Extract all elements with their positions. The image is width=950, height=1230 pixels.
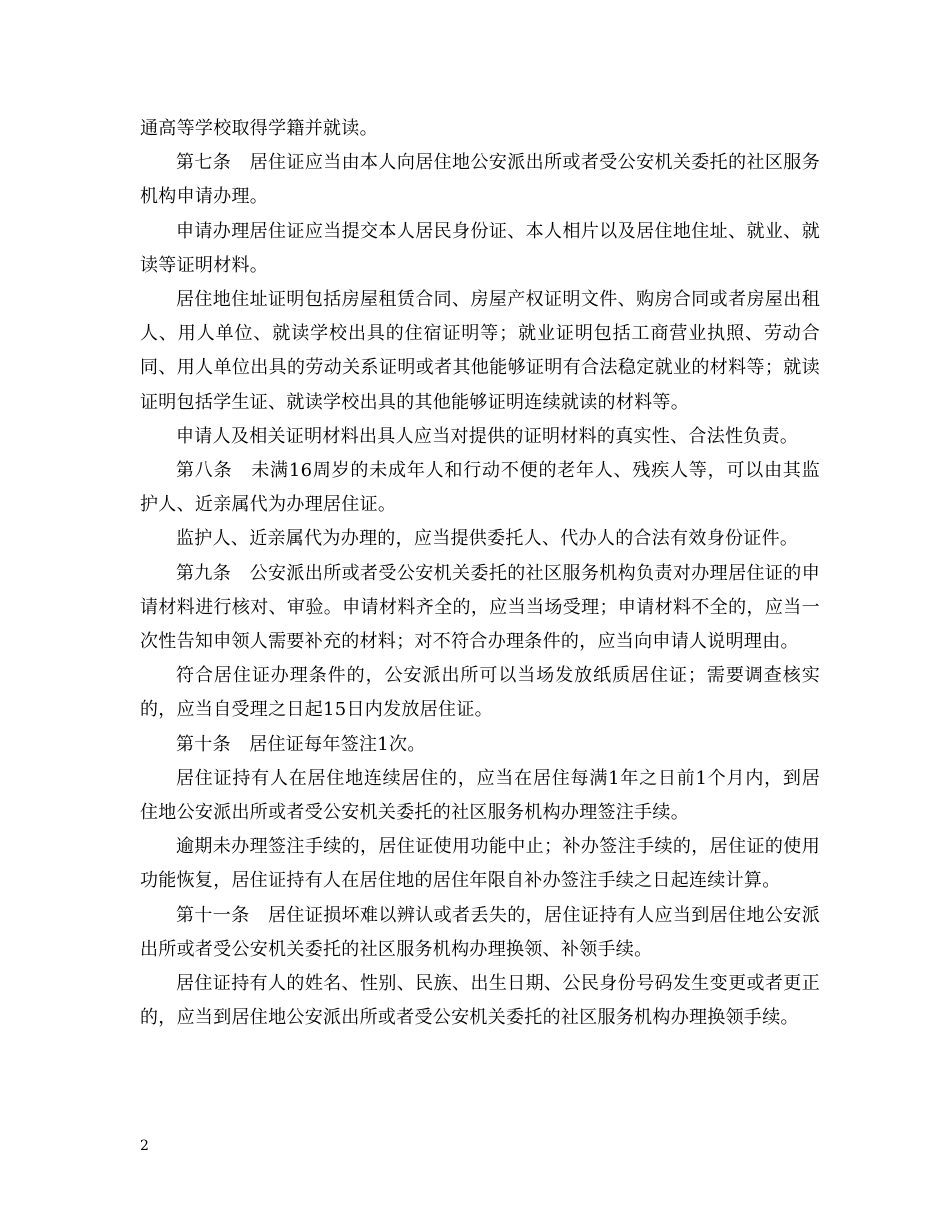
paragraph-article-10: 第十条 居住证每年签注1次。: [176, 733, 426, 755]
paragraph: 监护人、近亲属代为办理的，应当提供委托人、代办人的合法有效身份证件。: [176, 528, 799, 550]
paragraph: 符合居住证办理条件的，公安派出所可以当场发放纸质居住证；需要调查核实的，应当自受理之日起15日内发放居住证。: [140, 665, 820, 721]
paragraph: 申请办理居住证应当提交本人居民身份证、本人相片以及居住地住址、就业、就读等证明材料。: [140, 220, 820, 276]
paragraph-continuation: 通高等学校取得学籍并就读。: [140, 118, 378, 139]
paragraph-article-9: 第九条 公安派出所或者受公安机关委托的社区服务机构负责对办理居住证的申请材料进行核对、审验。申请材料齐全的，应当当场受理；申请材料不全的，应当一次性告知申领人需要补充的材料；对不符合办理条件的，应当向申请人说明理由。: [140, 562, 820, 653]
paragraph: 居住地住址证明包括房屋租赁合同、房屋产权证明文件、购房合同或者房屋出租人、用人单位、就读学校出具的住宿证明等；就业证明包括工商营业执照、劳动合同、用人单位出具的劳动关系证明或者其他能够证明有合法稳定就业的材料等；就读证明包括学生证、就读学校出具的其他能够证明连续就读的材料等。: [140, 289, 820, 413]
page-number: 2: [140, 1138, 149, 1154]
paragraph-article-7: 第七条 居住证应当由本人向居住地公安派出所或者受公安机关委托的社区服务机构申请办理。: [140, 152, 820, 208]
paragraph: 居住证持有人在居住地连续居住的，应当在居住每满1年之日前1个月内，到居住地公安派出所或者受公安机关委托的社区服务机构办理签注手续。: [140, 767, 820, 824]
paragraph-article-11: 第十一条 居住证损坏难以辨认或者丢失的，居住证持有人应当到居住地公安派出所或者受公安机关委托的社区服务机构办理换领、补领手续。: [140, 904, 820, 960]
paragraph: 逾期未办理签注手续的，居住证使用功能中止；补办签注手续的，居住证的使用功能恢复，居住证持有人在居住地的居住年限自补办签注手续之日起连续计算。: [140, 836, 820, 892]
document-page: [140, 112, 820, 1035]
paragraph: 申请人及相关证明材料出具人应当对提供的证明材料的真实性、合法性负责。: [176, 425, 799, 447]
paragraph-article-8: 第八条 未满16周岁的未成年人和行动不便的老年人、残疾人等，可以由其监护人、近亲属代为办理居住证。: [140, 460, 820, 516]
paragraph: 居住证持有人的姓名、性别、民族、出生日期、公民身份号码发生变更或者更正的，应当到居住地公安派出所或者受公安机关委托的社区服务机构办理换领手续。: [140, 973, 820, 1029]
